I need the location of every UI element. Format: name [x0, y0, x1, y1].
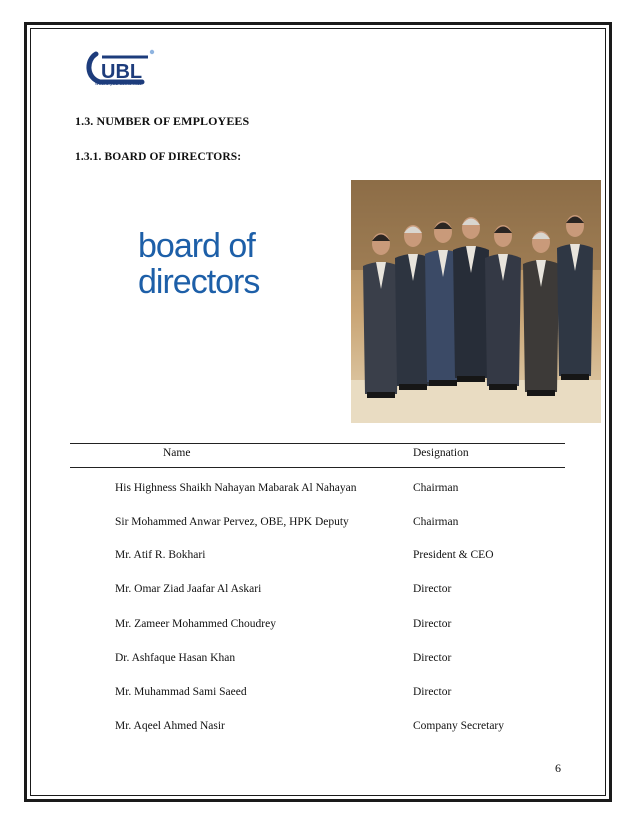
- director-designation: Director: [413, 686, 452, 698]
- subsection-title: 1.3.1. BOARD OF DIRECTORS:: [75, 151, 242, 163]
- director-designation: Director: [413, 618, 452, 630]
- director-name: His Highness Shaikh Nahayan Mabarak Al Nahayan: [115, 482, 357, 494]
- table-rule-top: [70, 443, 565, 444]
- director-designation: President & CEO: [413, 549, 494, 561]
- director-designation: Director: [413, 583, 452, 595]
- director-designation: Company Secretary: [413, 720, 505, 732]
- director-name: Dr. Ashfaque Hasan Khan: [115, 652, 236, 664]
- table-rule-bottom: [70, 467, 565, 468]
- director-name: Mr. Aqeel Ahmed Nasir: [115, 720, 225, 732]
- board-photo: [351, 180, 601, 423]
- director-name: Mr. Zameer Mohammed Choudrey: [115, 618, 276, 630]
- logo-tagline: where you come first: [95, 81, 142, 87]
- director-name: Mr. Omar Ziad Jaafar Al Askari: [115, 583, 262, 595]
- director-name: Sir Mohammed Anwar Pervez, OBE, HPK Deputy: [115, 516, 349, 528]
- column-header-name: Name: [163, 447, 191, 459]
- graphic-line-1: board of: [138, 227, 255, 265]
- director-designation: Director: [413, 652, 452, 664]
- director-name: Mr. Muhammad Sami Saeed: [115, 686, 247, 698]
- board-of-directors-graphic: [138, 228, 259, 300]
- director-name: Mr. Atif R. Bokhari: [115, 549, 206, 561]
- logo-wordmark: UBL: [101, 61, 143, 83]
- director-designation: Chairman: [413, 516, 459, 528]
- page-number: 6: [555, 761, 561, 775]
- director-designation: Chairman: [413, 482, 459, 494]
- graphic-line-2: directors: [138, 263, 260, 301]
- column-header-designation: Designation: [413, 447, 469, 459]
- section-title: 1.3. NUMBER OF EMPLOYEES: [75, 114, 250, 128]
